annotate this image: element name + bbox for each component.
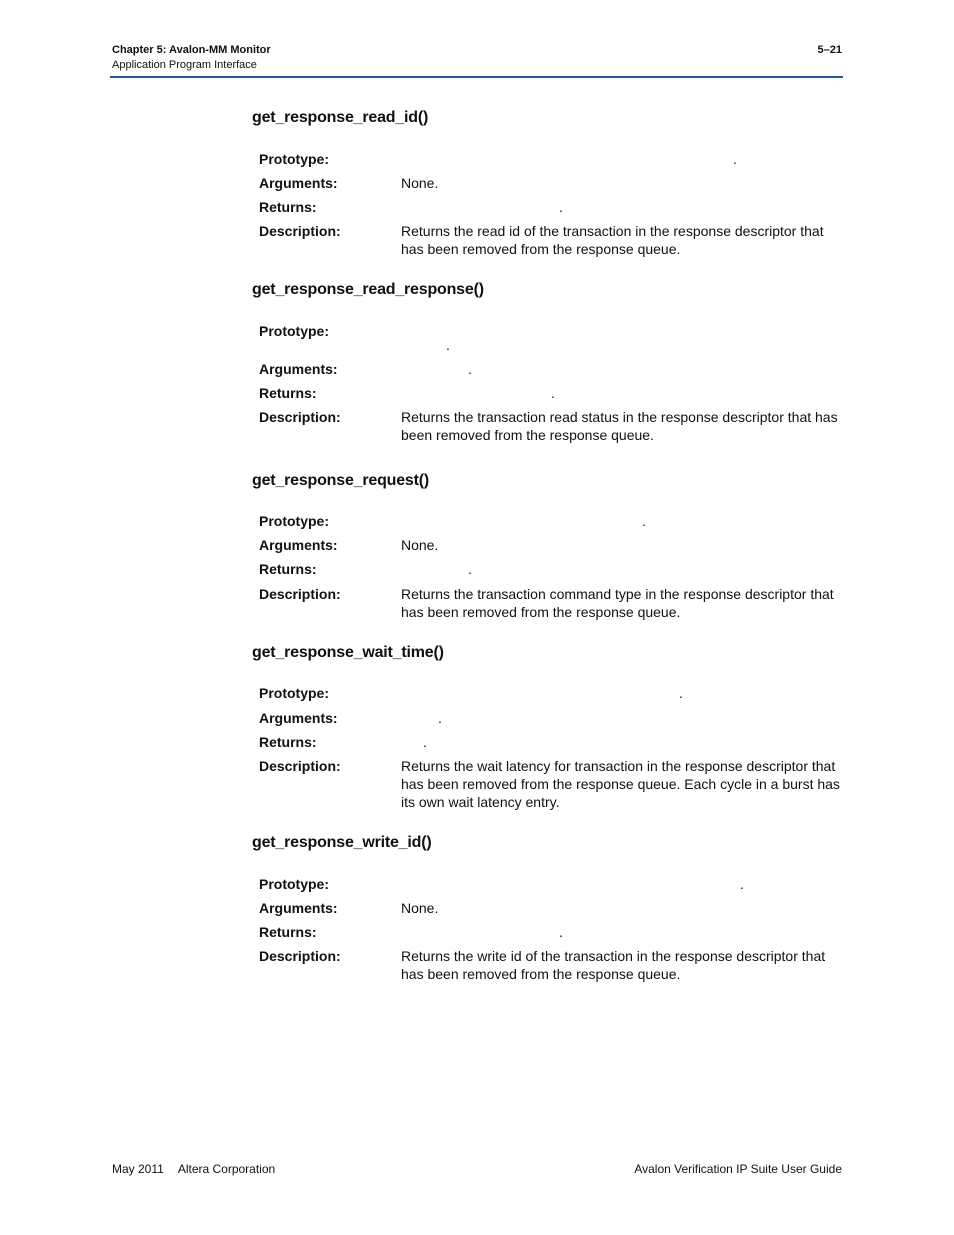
prototype-value: . xyxy=(740,876,744,892)
returns-label: Returns: xyxy=(259,561,317,577)
returns-row xyxy=(252,198,842,216)
description-row xyxy=(252,757,842,811)
description-value: Returns the transaction command type in the response descriptor that has been removed from the response queue. xyxy=(401,586,834,620)
returns-label: Returns: xyxy=(259,199,317,215)
returns-value: . xyxy=(551,385,555,401)
returns-value: . xyxy=(468,561,472,577)
api-section-read-id xyxy=(252,108,842,258)
arguments-value: . xyxy=(438,710,442,726)
returns-row xyxy=(252,384,842,402)
prototype-row xyxy=(252,512,842,530)
returns-value: . xyxy=(423,734,427,750)
prototype-value: . xyxy=(679,685,683,701)
prototype-row xyxy=(252,150,842,168)
arguments-label: Arguments: xyxy=(259,537,338,553)
description-label: Description: xyxy=(259,758,341,774)
prototype-label: Prototype: xyxy=(259,151,329,167)
arguments-label: Arguments: xyxy=(259,900,338,916)
returns-row xyxy=(252,923,842,941)
function-title: get_response_read_id() xyxy=(252,109,429,126)
returns-label: Returns: xyxy=(259,924,317,940)
arguments-row xyxy=(252,360,842,378)
section-subtitle: Application Program Interface xyxy=(112,59,257,71)
arguments-row xyxy=(252,709,842,727)
description-label: Description: xyxy=(259,586,341,602)
footer-company: Altera Corporation xyxy=(177,1162,276,1176)
returns-label: Returns: xyxy=(259,385,317,401)
returns-value: . xyxy=(559,924,563,940)
api-section-write-id xyxy=(252,833,842,983)
arguments-row xyxy=(252,899,842,917)
description-label: Description: xyxy=(259,223,341,239)
prototype-label: Prototype: xyxy=(259,323,329,339)
arguments-row xyxy=(252,536,842,554)
footer-left xyxy=(112,1162,289,1176)
arguments-label: Arguments: xyxy=(259,710,338,726)
returns-row xyxy=(252,733,842,751)
returns-value: . xyxy=(559,199,563,215)
prototype-value: . xyxy=(446,337,450,353)
description-row xyxy=(252,222,842,258)
returns-row xyxy=(252,560,842,578)
prototype-row xyxy=(252,684,842,702)
prototype-row xyxy=(252,875,842,893)
description-row xyxy=(252,408,842,444)
arguments-label: Arguments: xyxy=(259,175,338,191)
prototype-row xyxy=(252,322,842,354)
arguments-value: . xyxy=(468,361,472,377)
arguments-value: None. xyxy=(401,900,439,916)
prototype-label: Prototype: xyxy=(259,685,329,701)
api-section-wait-time xyxy=(252,643,842,811)
function-title: get_response_request() xyxy=(252,472,429,489)
footer-date: May 2011 xyxy=(112,1162,164,1176)
prototype-value: . xyxy=(733,151,737,167)
description-value: Returns the read id of the transaction in the response descriptor that has been removed from the response queue. xyxy=(401,223,824,257)
description-value: Returns the transaction read status in the response descriptor that has been removed from the response queue. xyxy=(401,409,838,443)
arguments-row xyxy=(252,174,842,192)
description-value: Returns the wait latency for transaction in the response descriptor that has been removed from the response queue. Each cycle in a burst has its own wait latency entry. xyxy=(401,758,840,810)
running-header xyxy=(112,43,271,73)
api-section-read-response xyxy=(252,280,842,444)
function-title: get_response_wait_time() xyxy=(252,644,444,661)
header-rule xyxy=(110,76,843,78)
description-row xyxy=(252,585,842,621)
description-row xyxy=(252,947,842,983)
arguments-label: Arguments: xyxy=(259,361,338,377)
page-number: 5–21 xyxy=(817,44,842,56)
arguments-value: None. xyxy=(401,537,439,553)
function-title: get_response_read_response() xyxy=(252,281,484,298)
description-value: Returns the write id of the transaction in the response descriptor that has been removed from the response queue. xyxy=(401,948,826,982)
api-section-request xyxy=(252,471,842,621)
description-label: Description: xyxy=(259,409,341,425)
prototype-label: Prototype: xyxy=(259,513,329,529)
returns-label: Returns: xyxy=(259,734,317,750)
arguments-value: None. xyxy=(401,175,439,191)
prototype-value: . xyxy=(642,513,646,529)
function-title: get_response_write_id() xyxy=(252,834,432,851)
prototype-label: Prototype: xyxy=(259,876,329,892)
chapter-title: Chapter 5: Avalon-MM Monitor xyxy=(112,44,271,56)
description-label: Description: xyxy=(259,948,341,964)
footer-guide-title: Avalon Verification IP Suite User Guide xyxy=(634,1162,842,1176)
